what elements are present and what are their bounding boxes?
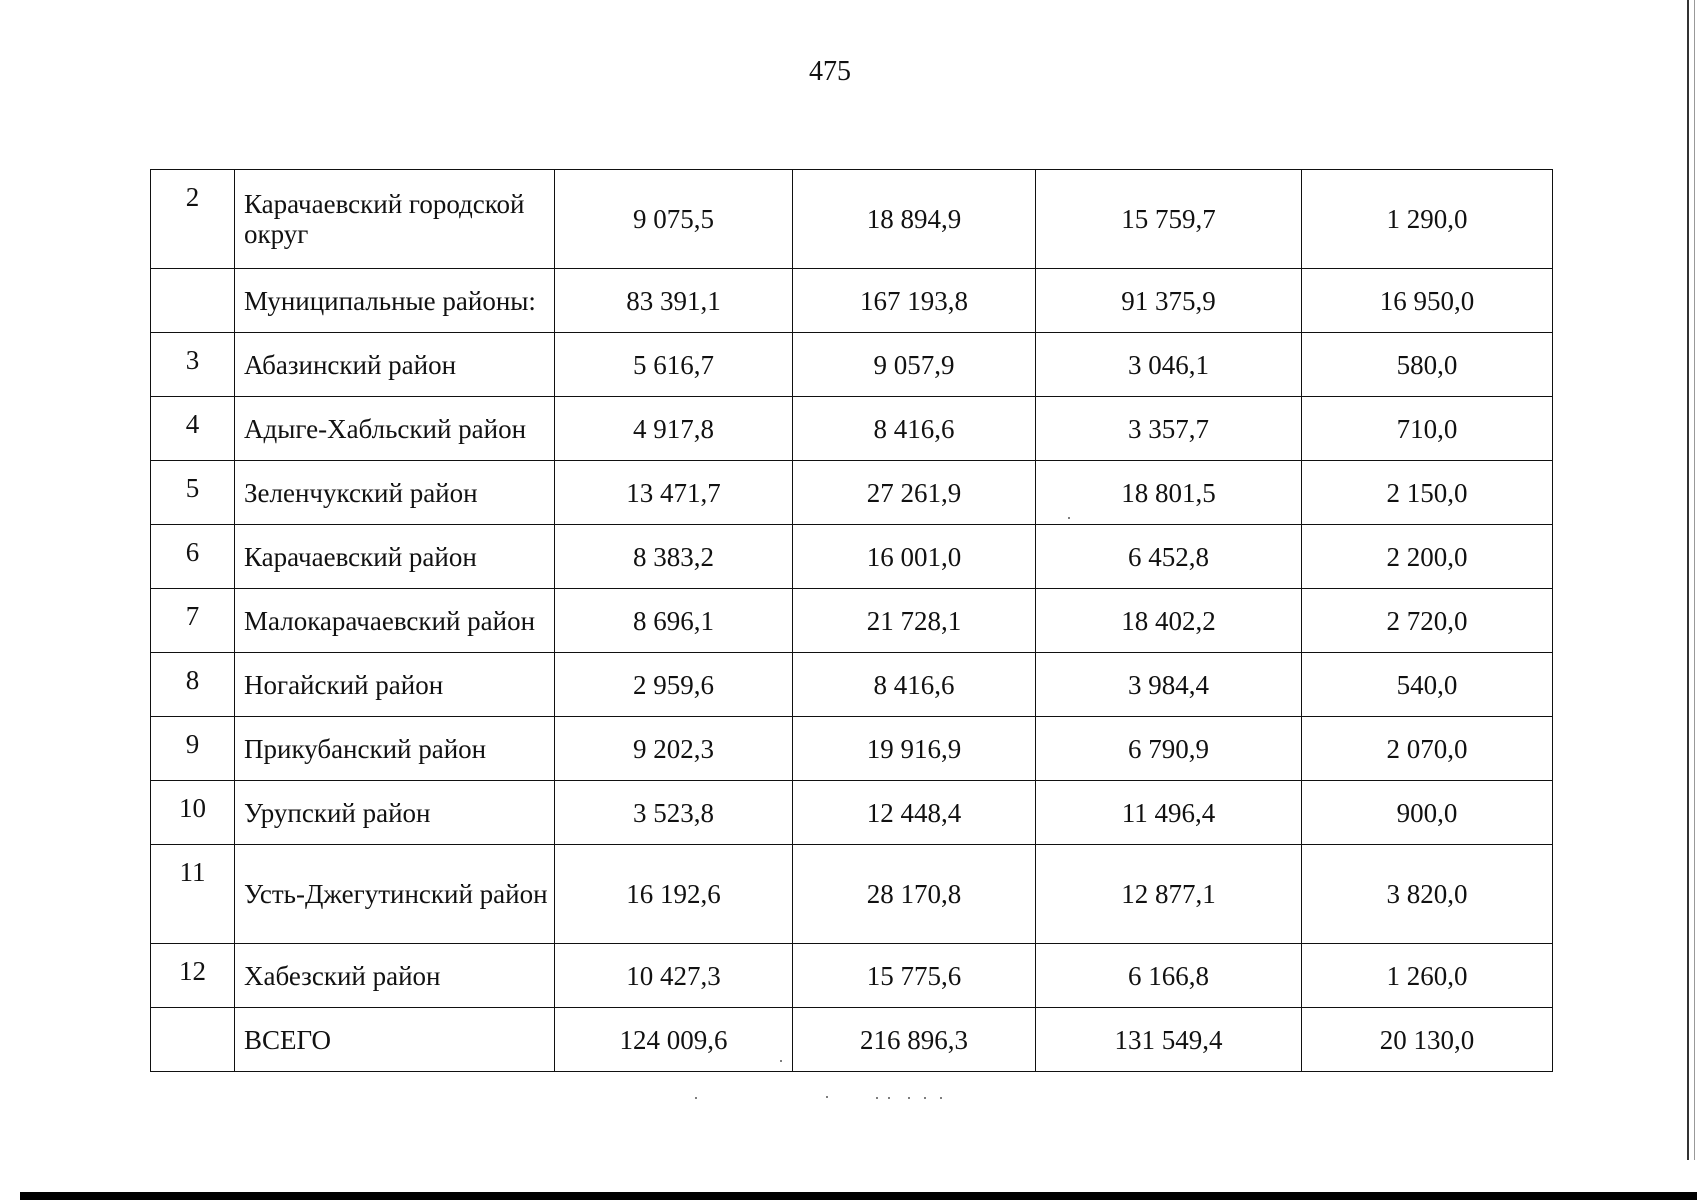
value-col2-cell: 9 057,9 <box>793 333 1036 397</box>
budget-table-container <box>150 169 1552 1072</box>
territory-name-cell: Урупский район <box>235 781 555 845</box>
scan-speck <box>876 1097 878 1099</box>
value-col4-cell: 2 200,0 <box>1302 525 1553 589</box>
territory-name-cell: Хабезский район <box>235 944 555 1008</box>
row-number-cell: 3 <box>151 333 235 397</box>
value-col1-cell: 9 075,5 <box>555 170 793 269</box>
row-number-cell: 6 <box>151 525 235 589</box>
value-col4-cell: 1 260,0 <box>1302 944 1553 1008</box>
value-col3-cell: 11 496,4 <box>1036 781 1302 845</box>
table-row <box>151 653 1553 717</box>
value-col2-cell: 15 775,6 <box>793 944 1036 1008</box>
scan-speck <box>826 1096 828 1098</box>
territory-name-cell: Малокарачаевский район <box>235 589 555 653</box>
table-row <box>151 397 1553 461</box>
scan-speck <box>1068 517 1070 519</box>
scan-speck <box>780 1060 782 1062</box>
value-col4-cell: 20 130,0 <box>1302 1008 1553 1072</box>
value-col2-cell: 16 001,0 <box>793 525 1036 589</box>
table-row <box>151 170 1553 269</box>
page-number: 475 <box>809 56 851 87</box>
table-row <box>151 944 1553 1008</box>
value-col4-cell: 1 290,0 <box>1302 170 1553 269</box>
table-row <box>151 525 1553 589</box>
value-col2-cell: 19 916,9 <box>793 717 1036 781</box>
value-col2-cell: 8 416,6 <box>793 397 1036 461</box>
territory-name-cell: Абазинский район <box>235 333 555 397</box>
table-row <box>151 845 1553 944</box>
value-col3-cell: 15 759,7 <box>1036 170 1302 269</box>
value-col2-cell: 27 261,9 <box>793 461 1036 525</box>
row-number-cell <box>151 269 235 333</box>
value-col2-cell: 216 896,3 <box>793 1008 1036 1072</box>
scan-speck <box>888 1097 890 1099</box>
territory-name-cell: Карачаевский район <box>235 525 555 589</box>
value-col3-cell: 3 984,4 <box>1036 653 1302 717</box>
value-col1-cell: 4 917,8 <box>555 397 793 461</box>
table-row <box>151 589 1553 653</box>
territory-name-cell: Муниципальные районы: <box>235 269 555 333</box>
scan-bottom-bar <box>20 1192 1697 1200</box>
value-col1-cell: 2 959,6 <box>555 653 793 717</box>
value-col1-cell: 8 696,1 <box>555 589 793 653</box>
budget-table <box>150 169 1553 1072</box>
value-col4-cell: 2 150,0 <box>1302 461 1553 525</box>
value-col3-cell: 3 357,7 <box>1036 397 1302 461</box>
scan-edge-line-thin <box>1694 0 1695 1160</box>
row-number-cell: 8 <box>151 653 235 717</box>
value-col3-cell: 6 452,8 <box>1036 525 1302 589</box>
row-number-cell: 2 <box>151 170 235 269</box>
value-col1-cell: 3 523,8 <box>555 781 793 845</box>
territory-name-cell: Усть-Джегутинский район <box>235 845 555 944</box>
territory-name-cell: Адыге-Хабльский район <box>235 397 555 461</box>
value-col1-cell: 10 427,3 <box>555 944 793 1008</box>
row-number-cell: 4 <box>151 397 235 461</box>
row-number-cell: 7 <box>151 589 235 653</box>
value-col3-cell: 6 790,9 <box>1036 717 1302 781</box>
value-col3-cell: 12 877,1 <box>1036 845 1302 944</box>
value-col4-cell: 710,0 <box>1302 397 1553 461</box>
value-col1-cell: 83 391,1 <box>555 269 793 333</box>
value-col2-cell: 18 894,9 <box>793 170 1036 269</box>
table-row <box>151 461 1553 525</box>
value-col2-cell: 21 728,1 <box>793 589 1036 653</box>
table-body <box>151 170 1553 1072</box>
row-number-cell <box>151 1008 235 1072</box>
value-col3-cell: 91 375,9 <box>1036 269 1302 333</box>
row-number-cell: 12 <box>151 944 235 1008</box>
table-row <box>151 333 1553 397</box>
territory-name-cell: Ногайский район <box>235 653 555 717</box>
value-col2-cell: 12 448,4 <box>793 781 1036 845</box>
value-col3-cell: 6 166,8 <box>1036 944 1302 1008</box>
scan-speck <box>908 1097 910 1099</box>
table-row <box>151 1008 1553 1072</box>
value-col1-cell: 9 202,3 <box>555 717 793 781</box>
value-col3-cell: 131 549,4 <box>1036 1008 1302 1072</box>
table-row <box>151 781 1553 845</box>
territory-name-cell: ВСЕГО <box>235 1008 555 1072</box>
value-col3-cell: 3 046,1 <box>1036 333 1302 397</box>
row-number-cell: 9 <box>151 717 235 781</box>
value-col1-cell: 8 383,2 <box>555 525 793 589</box>
row-number-cell: 10 <box>151 781 235 845</box>
value-col1-cell: 5 616,7 <box>555 333 793 397</box>
value-col2-cell: 8 416,6 <box>793 653 1036 717</box>
value-col4-cell: 3 820,0 <box>1302 845 1553 944</box>
value-col3-cell: 18 801,5 <box>1036 461 1302 525</box>
value-col4-cell: 16 950,0 <box>1302 269 1553 333</box>
table-row <box>151 269 1553 333</box>
scan-speck <box>924 1097 926 1099</box>
scan-speck <box>695 1097 697 1099</box>
value-col1-cell: 13 471,7 <box>555 461 793 525</box>
territory-name-cell: Прикубанский район <box>235 717 555 781</box>
row-number-cell: 5 <box>151 461 235 525</box>
value-col4-cell: 2 720,0 <box>1302 589 1553 653</box>
row-number-cell: 11 <box>151 845 235 944</box>
table-row <box>151 717 1553 781</box>
scan-edge-line <box>1687 0 1689 1160</box>
scan-speck <box>940 1097 942 1099</box>
value-col2-cell: 28 170,8 <box>793 845 1036 944</box>
territory-name-cell: Карачаевский городской округ <box>235 170 555 269</box>
value-col4-cell: 2 070,0 <box>1302 717 1553 781</box>
value-col4-cell: 580,0 <box>1302 333 1553 397</box>
value-col2-cell: 167 193,8 <box>793 269 1036 333</box>
value-col4-cell: 900,0 <box>1302 781 1553 845</box>
value-col1-cell: 16 192,6 <box>555 845 793 944</box>
value-col1-cell: 124 009,6 <box>555 1008 793 1072</box>
value-col3-cell: 18 402,2 <box>1036 589 1302 653</box>
territory-name-cell: Зеленчукский район <box>235 461 555 525</box>
value-col4-cell: 540,0 <box>1302 653 1553 717</box>
